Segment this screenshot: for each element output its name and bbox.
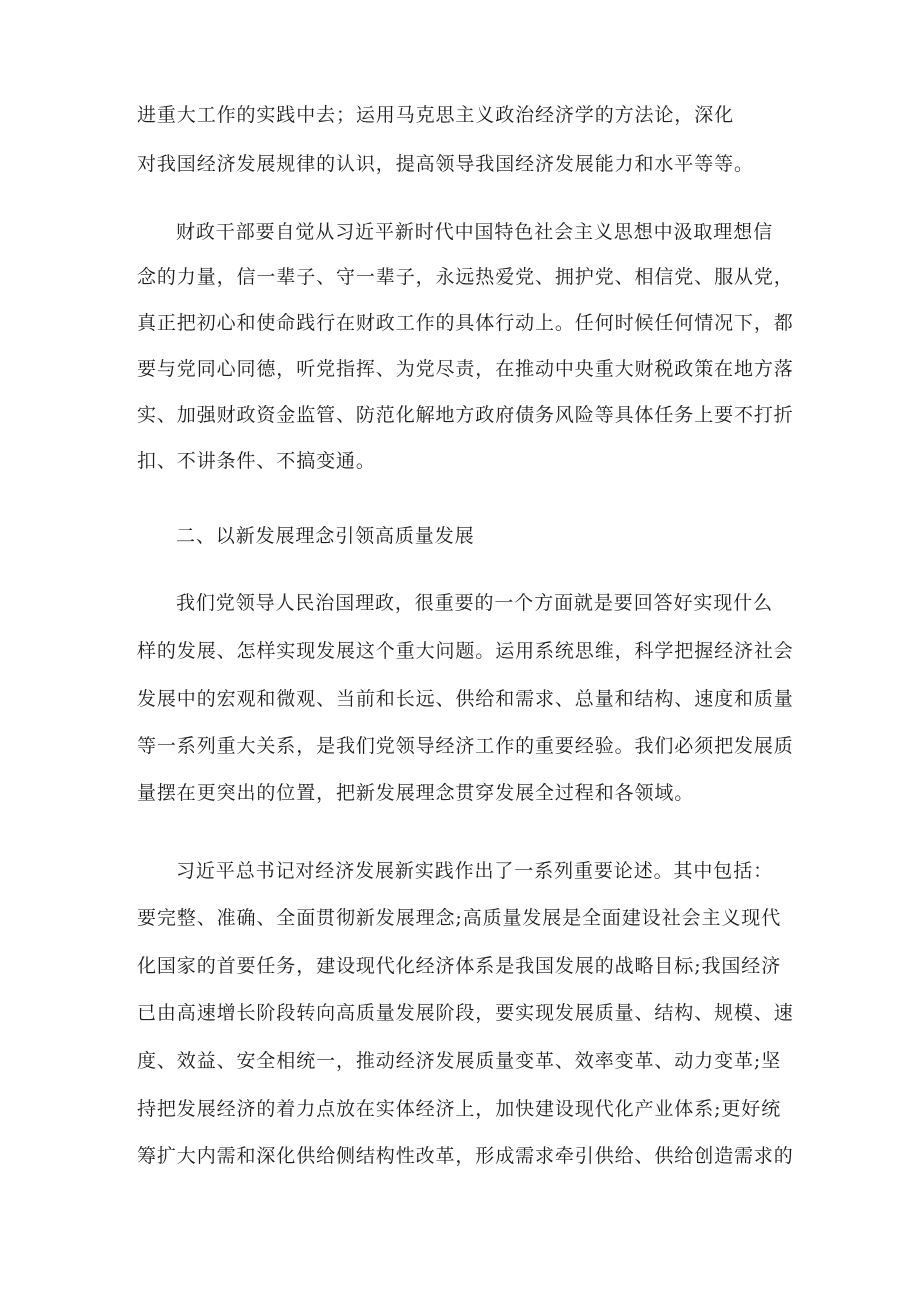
paragraph-4-line-1: 习近平总书记对经济发展新实践作出了一系列重要论述。其中包括： (176, 860, 774, 882)
paragraph-4-line-3: 化国家的首要任务，建设现代化经济体系是我国发展的战略目标;我国经济 (137, 955, 782, 977)
paragraph-2-line-2: 念的力量，信一辈子、守一辈子，永远热爱党、拥护党、相信党、服从党， (137, 266, 794, 288)
section-heading: 二、以新发展理念引领高质量发展 (176, 525, 475, 547)
paragraph-3-line-1: 我们党领导人民治国理政，很重要的一个方面就是要回答好实现什么 (176, 592, 774, 614)
paragraph-2-line-1: 财政干部要自觉从习近平新时代中国特色社会主义思想中汲取理想信 (176, 221, 774, 243)
paragraph-3-line-5: 量摆在更突出的位置，把新发展理念贯穿发展全过程和各领域。 (137, 782, 695, 804)
paragraph-4-line-6: 持把发展经济的着力点放在实体经济上，加快建设现代化产业体系;更好统 (137, 1098, 782, 1120)
paragraph-4-line-5: 度、效益、安全相统一，推动经济发展质量变革、效率变革、动力变革;坚 (137, 1050, 782, 1072)
paragraph-4-line-7: 筹扩大内需和深化供给侧结构性改革，形成需求牵引供给、供给创造需求的 (137, 1145, 794, 1167)
paragraph-3-line-3: 发展中的宏观和微观、当前和长远、供给和需求、总量和结构、速度和质量 (137, 688, 794, 710)
paragraph-2-line-4: 要与党同心同德，听党指挥、为党尽责，在推动中央重大财税政策在地方落 (137, 358, 794, 380)
paragraph-3-line-4: 等一系列重大关系，是我们党领导经济工作的重要经验。我们必须把发展质 (137, 735, 794, 757)
paragraph-1-line-2: 对我国经济发展规律的认识，提高领导我国经济发展能力和水平等等。 (137, 153, 754, 175)
paragraph-4-line-4: 已由高速增长阶段转向高质量发展阶段，要实现发展质量、结构、规模、速 (137, 1002, 794, 1024)
paragraph-3-line-2: 样的发展、怎样实现发展这个重大问题。运用系统思维，科学把握经济社会 (137, 640, 794, 662)
paragraph-2-line-6: 扣、不讲条件、不搞变通。 (137, 450, 376, 472)
paragraph-4-line-2: 要完整、准确、全面贯彻新发展理念;高质量发展是全面建设社会主义现代 (137, 907, 782, 929)
paragraph-2-line-5: 实、加强财政资金监管、防范化解地方政府债务风险等具体任务上要不打折 (137, 404, 794, 426)
paragraph-2-line-3: 真正把初心和使命践行在财政工作的具体行动上。任何时候任何情况下，都 (137, 312, 794, 334)
paragraph-1-line-1: 进重大工作的实践中去；运用马克思主义政治经济学的方法论，深化 (137, 104, 735, 126)
